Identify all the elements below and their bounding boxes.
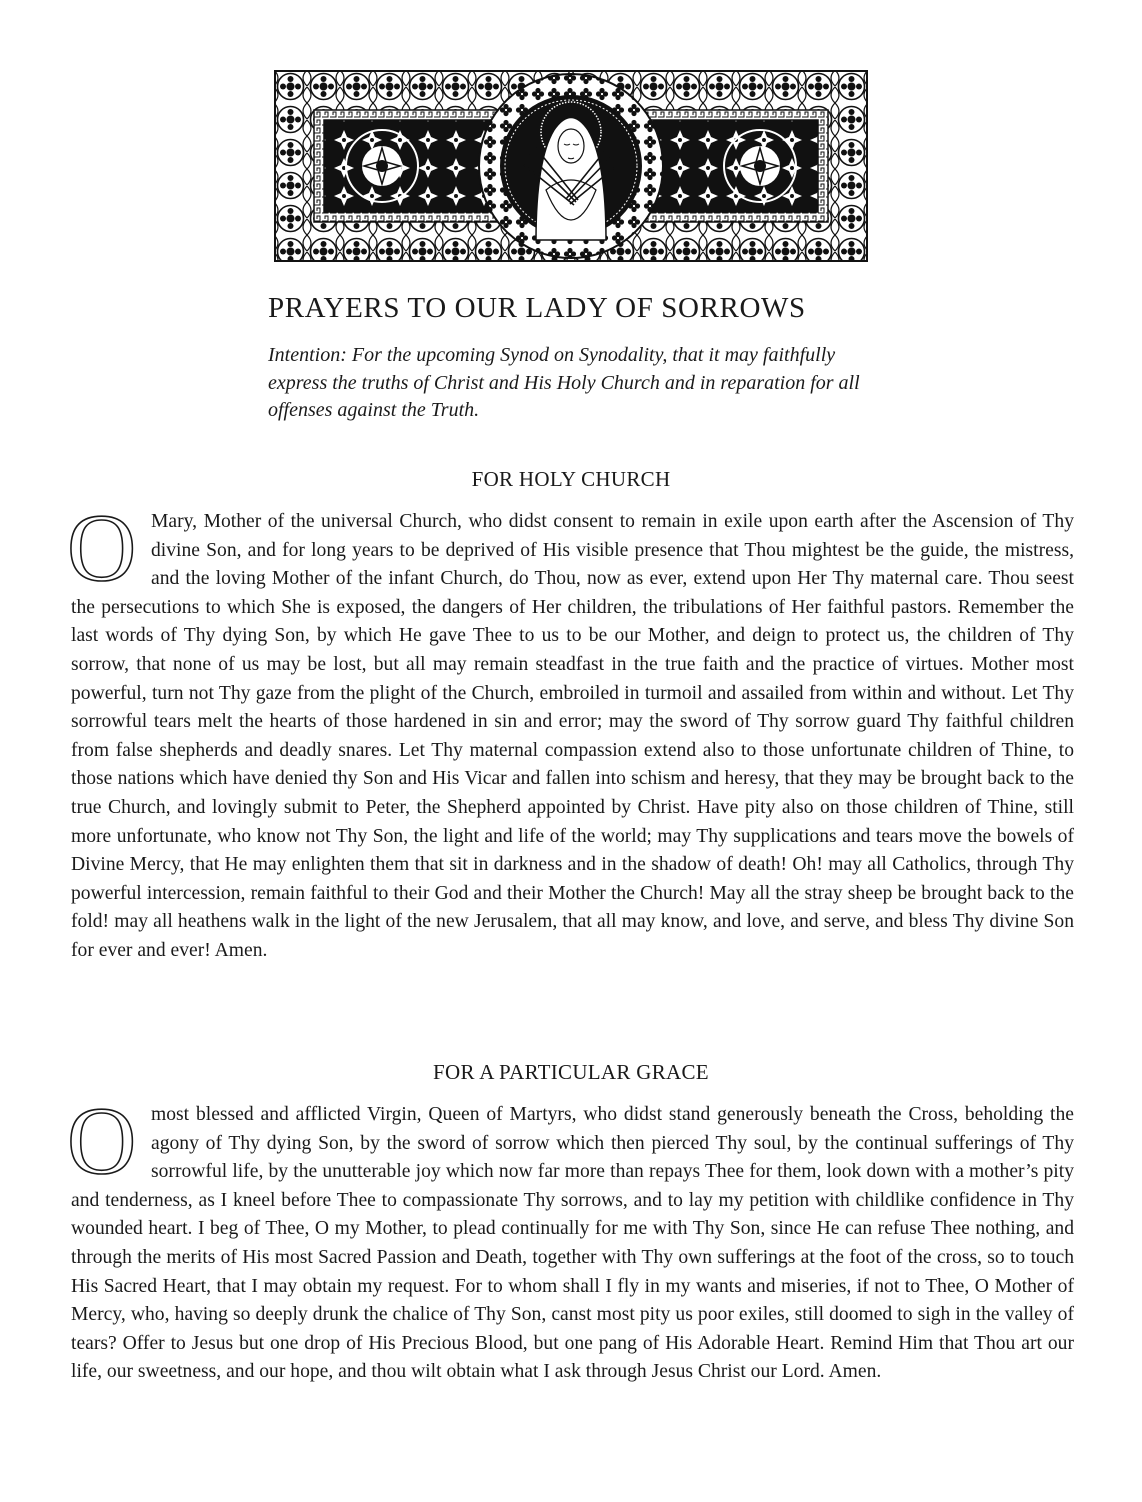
prayer-body: Mary, Mother of the universal Church, who didst consent to remain in exile upon earth after the Ascension of Thy divine Son, and for long years to be deprived of His visible presence that Thou mightest be the guide, the mistress, and the loving Mother of the infant Church, do Thou, now as ever, extend upon Her Thy maternal care. Thou seest the persecutions to which She is exposed, the dangers of Her children, the tribulations of Her faithful pastors. Remember the last words of Thy dying Son, by which He gave Thee to us to be our Mother, and deign to protect us, the children of Thy sorrow, that none of us may be lost, but all may remain steadfast in the true faith and the practice of virtues. Mother most powerful, turn not Thy gaze from the plight of the Church, embroiled in turmoil and assailed from within and without. Let Thy sorrowful tears melt the hearts of those hardened in sin and error; may the sword of Thy sorrow guard Thy faithful children from false shepherds and deadly snares. Let Thy maternal compassion extend also to those unfortunate children of Thine, to those nations which have denied thy Son and His Vicar and fallen into schism and heresy, that they may be brought back to the true Church, and lovingly submit to Peter, the Shepherd appointed by Christ. Have pity also on those children of Thine, still more unfortunate, who know not Thy Son, the light and life of the world; may Thy supplications and tears move the bowels of Divine Mercy, that He may enlighten them that sit in darkness and in the shadow of death! Oh! may all Catholics, through Thy powerful intercession, remain faithful to their God and their Mother the Church! May all the stray sheep be brought back to the fold! may all heathens walk in the light of the new Jerusalem, that all may know, and love, and serve, and bless Thy divine Son for ever and ever! Amen. xyxy=(71,511,1074,961)
page-title: PRAYERS TO OUR LADY OF SORROWS xyxy=(268,292,806,324)
section-heading-holy-church: FOR HOLY CHURCH xyxy=(471,467,671,491)
section-heading-particular-grace: FOR A PARTICULAR GRACE xyxy=(433,1060,709,1084)
ornamental-banner-icon xyxy=(274,70,868,262)
prayer-intention: Intention: For the upcoming Synod on Synodality, that it may faithfully express the truths of Christ and His Holy Church and in reparation for all offenses against the Truth. xyxy=(268,344,860,421)
drop-cap: O xyxy=(67,1087,137,1194)
prayer-for-particular-grace xyxy=(67,1087,1074,1387)
prayer-body: most blessed and afflicted Virgin, Queen of Martyrs, who didst stand generously beneath the Cross, beholding the agony of Thy dying Son, by the sword of sorrow which then pierced Thy soul, by the continual sufferings of Thy sorrowful life, by the unutterable joy which now far more than repays Thee for them, look down with a mother’s pity and tenderness, as I kneel before Thee to compassionate Thy sorrows, and to lay my petition with childlike confidence in Thy wounded heart. I beg of Thee, O my Mother, to plead continually for me with Thy Son, since He can refuse Thee nothing, and through the merits of His most Sacred Passion and Death, together with Thy own sufferings at the foot of the cross, so to touch His Sacred Heart, that I may obtain my request. For to whom shall I fly in my wants and miseries, if not to Thee, O Mother of Mercy, who, having so deeply drunk the chalice of Thy Son, canst most pity us poor exiles, still doomed to sigh in the valley of tears? Offer to Jesus but one drop of His Precious Blood, but one pang of His Adorable Heart. Remind Him that Thou art our life, our sweetness, and our hope, and thou wilt obtain what I ask through Jesus Christ our Lord. Amen. xyxy=(71,1104,1074,1383)
prayer-for-holy-church xyxy=(67,494,1074,966)
drop-cap: O xyxy=(67,494,137,601)
